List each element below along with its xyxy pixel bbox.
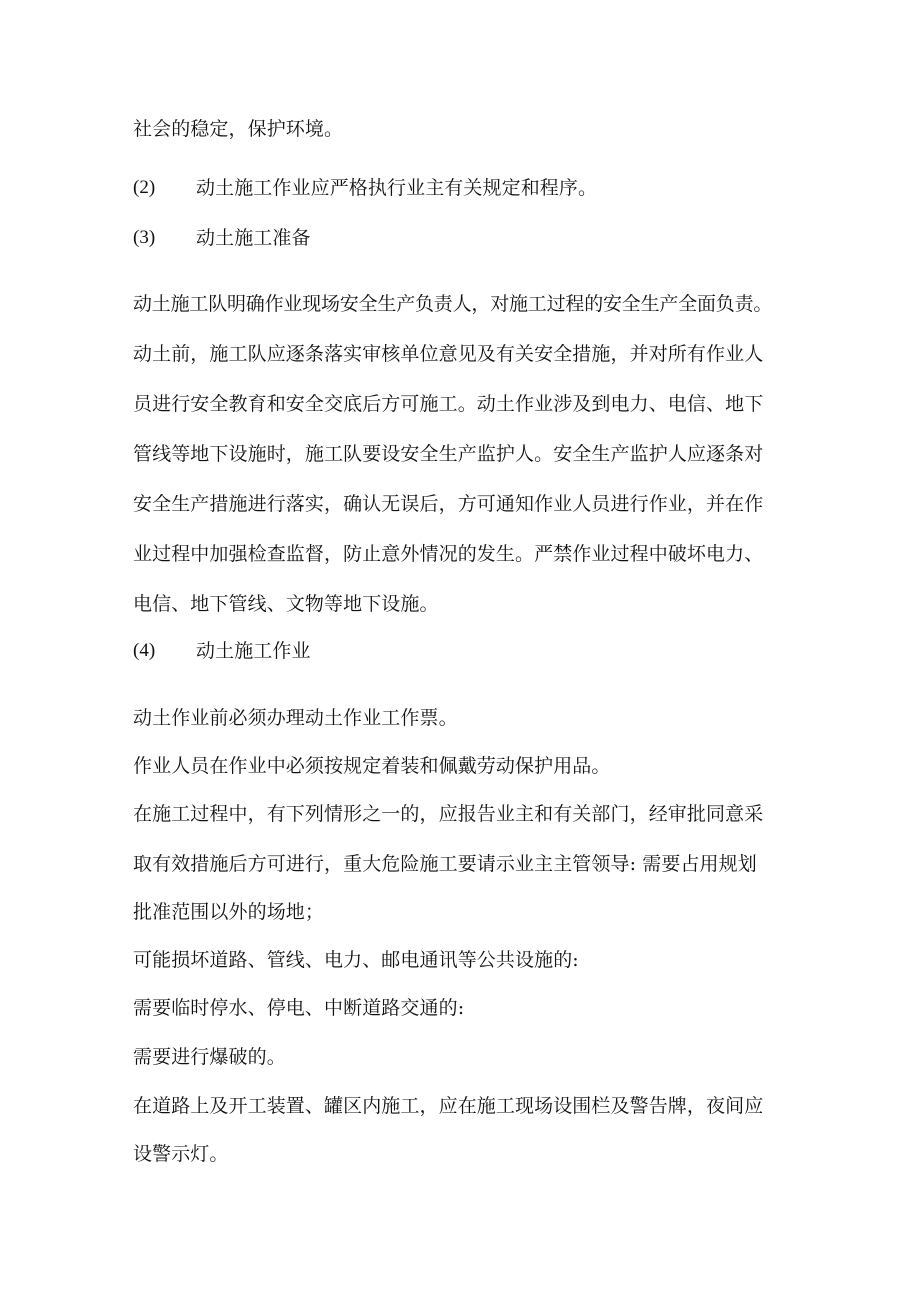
work-line: 批准范围以外的场地； <box>133 901 325 923</box>
prep-paragraph-line: 员进行安全教育和安全交底后方可施工。动土作业涉及到电力、电信、地下 <box>133 393 764 415</box>
work-line: 在道路上及开工装置、罐区内施工，应在施工现场设围栏及警告牌，夜间应 <box>133 1095 764 1117</box>
prep-paragraph-line: 电信、地下管线、文物等地下设施。 <box>133 593 439 615</box>
work-line: 取有效措施后方可进行，重大危险施工要请示业主主管领导: 需要占用规划 <box>133 853 757 875</box>
item-4-heading: 动土施工作业 <box>196 640 311 662</box>
item-3-heading: 动土施工准备 <box>196 227 311 249</box>
prep-paragraph-line: 动土施工队明确作业现场安全生产负责人，对施工过程的安全生产全面负责。 <box>133 293 773 315</box>
work-line: 在施工过程中，有下列情形之一的，应报告业主和有关部门，经审批同意采 <box>133 803 764 825</box>
prep-paragraph-line: 业过程中加强检查监督，防止意外情况的发生。严禁作业过程中破坏电力、 <box>133 543 764 565</box>
prep-paragraph-line: 安全生产措施进行落实，确认无误后，方可通知作业人员进行作业，并在作 <box>133 493 764 515</box>
prep-paragraph-line: 管线等地下设施时，施工队要设安全生产监护人。安全生产监护人应逐条对 <box>133 443 764 465</box>
item-2-text: 动土施工作业应严格执行业主有关规定和程序。 <box>196 177 598 199</box>
work-line: 设警示灯。 <box>133 1143 229 1165</box>
work-line: 动土作业前必须办理动土作业工作票。 <box>133 707 458 729</box>
work-line: 需要临时停水、停电、中断道路交通的: <box>133 997 465 1019</box>
item-2-number: (2) <box>133 177 156 198</box>
work-line: 作业人员在作业中必须按规定着装和佩戴劳动保护用品。 <box>133 755 611 777</box>
work-line: 需要进行爆破的。 <box>133 1046 286 1068</box>
prep-paragraph-line: 动土前，施工队应逐条落实审核单位意见及有关安全措施，并对所有作业人 <box>133 343 764 365</box>
item-4-number: (4) <box>133 640 156 661</box>
item-3-number: (3) <box>133 227 156 248</box>
intro-line: 社会的稳定，保护环境。 <box>133 118 344 140</box>
work-line: 可能损坏道路、管线、电力、邮电通讯等公共设施的: <box>133 949 579 971</box>
